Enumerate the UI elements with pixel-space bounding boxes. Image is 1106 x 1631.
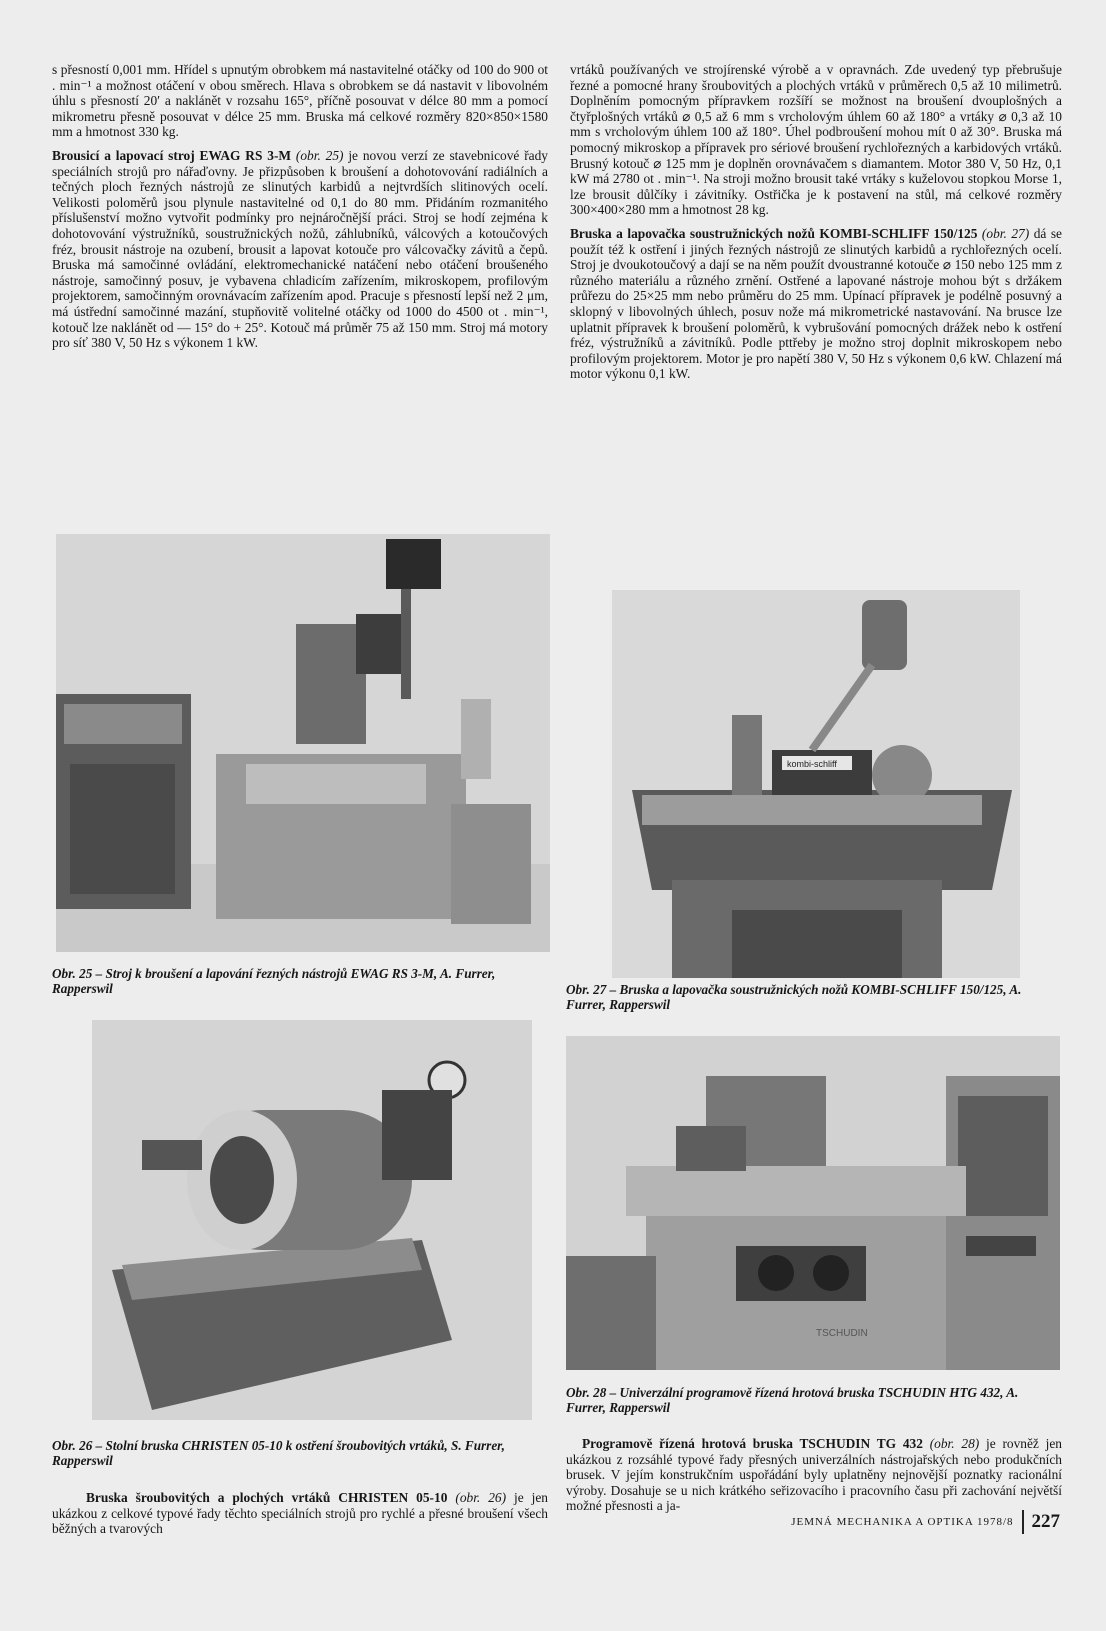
right-column-text: [570, 62, 1062, 390]
figure-ref: (obr. 28): [929, 1436, 980, 1451]
figure-ref: (obr. 26): [455, 1490, 507, 1505]
page-footer: [791, 1510, 1060, 1534]
journal-name: JEMNÁ MECHANIKA A OPTIKA 1978/8: [791, 1516, 1014, 1528]
paragraph-text: je rovněž jen ukázkou z rozsáhlé typové řady přesných univerzálních nástrojařských nebo produkčních brusek. V jejím konstrukčním uspořádání byly uplatněny nejnovější poznatky racionální výroby. Dosahuje se u nich krátkého seřizovacího i pracovního času při zachování největší možné přesnosti a ja-: [566, 1436, 1063, 1514]
photo-christen-0510: [92, 1020, 532, 1420]
machine-plate-text: kombi-schliff: [787, 759, 837, 769]
caption-fig28: Obr. 28 – Univerzální programově řízená hrotová bruska TSCHUDIN HTG 432, A. Furrer, Rapperswil: [566, 1385, 1019, 1416]
left-column-text: [52, 62, 548, 359]
paragraph: [570, 226, 1062, 382]
right-bottom-text: [566, 1436, 1062, 1514]
paragraph: [52, 1490, 548, 1537]
photo-kombi-schliff: [612, 590, 1020, 978]
page-number: 227: [1031, 1511, 1060, 1532]
caption-fig25: Obr. 25 – Stroj k broušení a lapování řezných nástrojů EWAG RS 3-M, A. Furrer, Rapperswil: [52, 966, 496, 997]
left-bottom-text: [52, 1490, 548, 1537]
paragraph: s přesností 0,001 mm. Hřídel s upnutým obrobkem má nastavitelné otáčky od 100 do 900 ot . min⁻¹ a možnost otáčení v obou směrech. Hlava s obrobkem se dá nastavit v libovolném úhlu s přesností 20′ a naklánět v rozsahu 165°, příčně posouvat v délce 80 mm a pomocí mikrometru přesně posouvat v délce 25 mm. Bruska má celkové rozměry 820×850×1580 mm a hmotnost 330 kg.: [52, 62, 548, 140]
paragraph-text: je novou verzí ze stavebnicové řady speciálních strojů pro nářaďovny. Je přizpůsoben k broušení a dohotovování radiálních a tečných ploch řezných nástrojů ze slinutých karbidů a nejtvrdších slitinových ocelí. Velikosti poloměrů jsou plynule nastavitelné od 0,1 do 80 mm. Přidáním rozmanitého příslušenství možno vytvořit podmínky pro nejnáročnější práci. Stroj se hodí zejména k dohotovování výstružníků, soustružnických nožů, záhlubníků, válcových a kotoučových fréz, brousit nástroje na ozubení, brousit a lapovat kotouče pro válcovačky závitů a čepů. Bruska má samočinné ovládání, elektromechanické natáčení nebo otáčení broušeného nástroje, samočinný posuv, je vybavena chladicím zařízením, mikroskopem, profilovým projektorem, samočinným orovnávacím zařízením apod. Pracuje s přesností lepší než 2 μm, má ústřední samočinné mazání, stupňovitě volitelné otáčky od 1000 do 4500 ot . min⁻¹, kotouč lze naklánět od — 15° do + 25°. Kotouč má průměr 75 až 150 mm. Stroj má motory pro síť 380 V, 50 Hz s výkonem 1 kW.: [52, 147, 548, 351]
paragraph: [566, 1436, 1062, 1514]
section-title: Programově řízená hrotová bruska TSCHUDIN TG 432: [582, 1436, 923, 1451]
paragraph: [52, 148, 548, 351]
paragraph-text: dá se použít též k ostření i jiných řezných nástrojů ze slinutých karbidů a rychlořezných ocelí. Stroj je dvoukotoučový a dají se na něm použít dvoustranné kotouče ⌀ 150 nebo 125 mm z různého materiálu a různého zrnění. Ostřené a lapované nástroje mohou být s držákem průřezu do 25×25 mm nebo průměru do 25 mm. Upínací přípravek je podélně posuvný a sklopný v libovolných úhlech, posuv nože má mikrometrické nastavování. Na brusce lze uplatnit přípravek k broušení poloměrů, k vybrušování pomocných drážek nebo k ostření fréz, výstružníků a závitníků. Podle pttřeby je možno stroj doplnit mikroskopem nebo profilovým projektorem. Motor je pro napětí 380 V, 50 Hz s výkonem 0,6 kW. Chlazení má motor výkonu 0,1 kW.: [570, 225, 1062, 382]
footer-divider: [1022, 1510, 1024, 1534]
paragraph: vrtáků používaných ve strojírenské výrobě a v opravnách. Zde uvedený typ přebrušuje řezné a pomocné hrany šroubovitých a plochých vrtáků v průměrech 0,5 až 10 milimetrů. Doplněním pomocným přípravkem rozšíří se možnost na broušení dvouplošných a čtyřplošných vrtáků ⌀ 0,5 až 6 mm s vrcholovým úhlem 60 až 180° a vrtáky ⌀ 0,3 až 10 mm s vrcholovým úhlem 100 až 180°. Úhel podbroušení mohou mít 0 až 30°. Bruska má pomocný mikroskop a přípravek pro sériové broušení rychlořezných a karbidových vrtáků. Brusný kotouč ⌀ 125 mm je doplněn orovnávačem s diamantem. Motor 380 V, 50 Hz, 0,1 kW má 2780 ot . min⁻¹. Na stroji možno brousit také vrtáky s kuželovou stopkou Morse 1, lze brousit důlčíky i závitníky. Ostřička je k postavení na stůl, má celkové rozměry 300×400×280 mm a hmotnost 28 kg.: [570, 62, 1062, 218]
section-title: Bruska a lapovačka soustružnických nožů KOMBI-SCHLIFF 150/125: [570, 225, 978, 241]
photo-tschudin-htg432: [566, 1036, 1060, 1370]
paragraph-text: je jen ukázkou z celkové typové řady těchto speciálních strojů pro rychlé a přesné broušení všech běžných a tvarových: [52, 1490, 548, 1537]
photo-ewag-rs3m: [56, 534, 550, 952]
section-title: Brousicí a lapovací stroj EWAG RS 3-M: [52, 147, 292, 163]
figure-ref: (obr. 27): [981, 225, 1030, 241]
figure-ref: (obr. 25): [295, 147, 344, 163]
machine-plate-text: TSCHUDIN: [816, 1328, 868, 1339]
caption-fig26: Obr. 26 – Stolní bruska CHRISTEN 05-10 k ostření šroubovitých vrtáků, S. Furrer, Rapperswil: [52, 1438, 505, 1469]
section-title: Bruska šroubovitých a plochých vrtáků CHRISTEN 05-10: [86, 1490, 448, 1505]
caption-fig27: Obr. 27 – Bruska a lapovačka soustružnických nožů KOMBI-SCHLIFF 150/125, A. Furrer, Rapperswil: [566, 982, 1022, 1013]
